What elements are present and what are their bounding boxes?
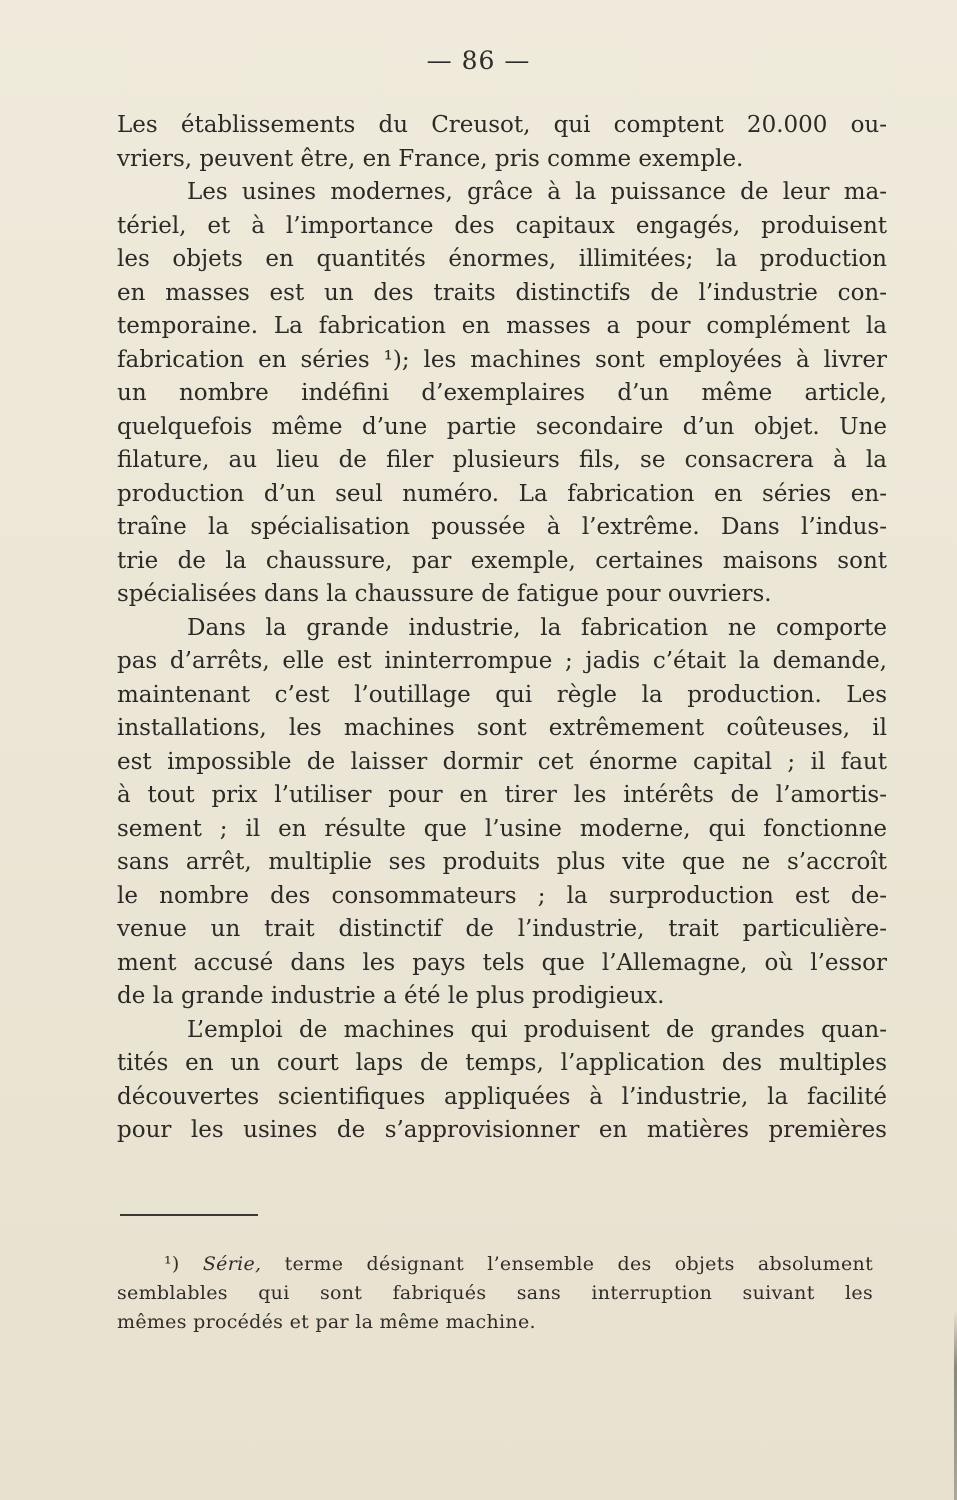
page-number: — 86 —: [426, 46, 531, 75]
footnote-term: Série,: [202, 1253, 262, 1275]
text-line: trie de la chaussure, par exemple, certaines maisons sont: [117, 547, 887, 574]
text-line: production d’un seul numéro. La fabrication en séries en-: [117, 480, 887, 507]
text-line: Dans la grande industrie, la fabrication ne comporte: [187, 614, 887, 641]
footnote: [117, 1250, 873, 1337]
footnote-line: semblables qui sont fabriqués sans interruption suivant les: [117, 1282, 873, 1304]
text-line: temporaine. La fabrication en masses a pour complément la: [117, 313, 887, 339]
text-line: Les établissements du Creusot, qui comptent 20.000 ou-: [117, 112, 887, 138]
text-line: en masses est un des traits distinctifs de l’industrie con-: [117, 279, 887, 306]
footnote-marker: ¹): [164, 1253, 180, 1275]
text-line: sement ; il en résulte que l’usine moderne, qui fonctionne: [117, 815, 887, 842]
text-line: Les usines modernes, grâce à la puissance de leur ma-: [187, 179, 887, 205]
text-line: tériel, et à l’importance des capitaux engagés, produisent: [117, 212, 887, 239]
footnote-line: [117, 1250, 873, 1279]
paragraph-1: [117, 109, 887, 176]
text-line: filature, au lieu de filer plusieurs fils, se consacrera à la: [117, 447, 887, 473]
text-line: est impossible de laisser dormir cet énorme capital ; il faut: [117, 748, 887, 775]
footnote-line: mêmes procédés et par la même machine.: [117, 1311, 536, 1333]
text-line: un nombre indéfini d’exemplaires d’un même article,: [117, 380, 887, 406]
text-line: quelquefois même d’une partie secondaire d’un objet. Une: [117, 413, 887, 440]
text-line: pas d’arrêts, elle est ininterrompue ; jadis c’était la demande,: [117, 648, 887, 674]
paragraph-2: [117, 176, 887, 612]
text-line: installations, les machines sont extrêmement coûteuses, il: [117, 715, 887, 741]
text-line: ment accusé dans les pays tels que l’Allemagne, où l’essor: [117, 949, 887, 976]
text-line: vriers, peuvent être, en France, pris comme exemple.: [117, 145, 744, 172]
text-line: le nombre des consommateurs ; la surproduction est de-: [117, 882, 887, 909]
text-line: spécialisées dans la chaussure de fatigue pour ouvriers.: [117, 581, 772, 607]
text-line: fabrication en séries ¹); les machines sont employées à livrer: [117, 346, 887, 373]
footnote-divider: [120, 1214, 258, 1216]
text-line: tités en un court laps de temps, l’application des multiples: [117, 1050, 887, 1076]
text-line: pour les usines de s’approvisionner en matières premières: [117, 1117, 887, 1143]
text-line: découvertes scientifiques appliquées à l’industrie, la facilité: [117, 1083, 887, 1110]
footnote-text: terme désignant l’ensemble des objets absolument: [284, 1253, 873, 1275]
body-text: [117, 109, 887, 1148]
text-line: à tout prix l’utiliser pour en tirer les intérêts de l’amortis-: [117, 782, 887, 808]
text-line: traîne la spécialisation poussée à l’extrême. Dans l’indus-: [117, 514, 887, 540]
text-line: venue un trait distinctif de l’industrie, trait particulière-: [117, 916, 887, 942]
paragraph-3: [117, 612, 887, 1014]
text-line: de la grande industrie a été le plus prodigieux.: [117, 983, 665, 1009]
text-line: sans arrêt, multiplie ses produits plus vite que ne s’accroît: [117, 849, 887, 875]
paragraph-4: [117, 1014, 887, 1148]
text-line: les objets en quantités énormes, illimitées; la production: [117, 246, 887, 272]
text-line: L’emploi de machines qui produisent de grandes quan-: [187, 1016, 887, 1043]
text-line: maintenant c’est l’outillage qui règle la production. Les: [117, 681, 887, 708]
